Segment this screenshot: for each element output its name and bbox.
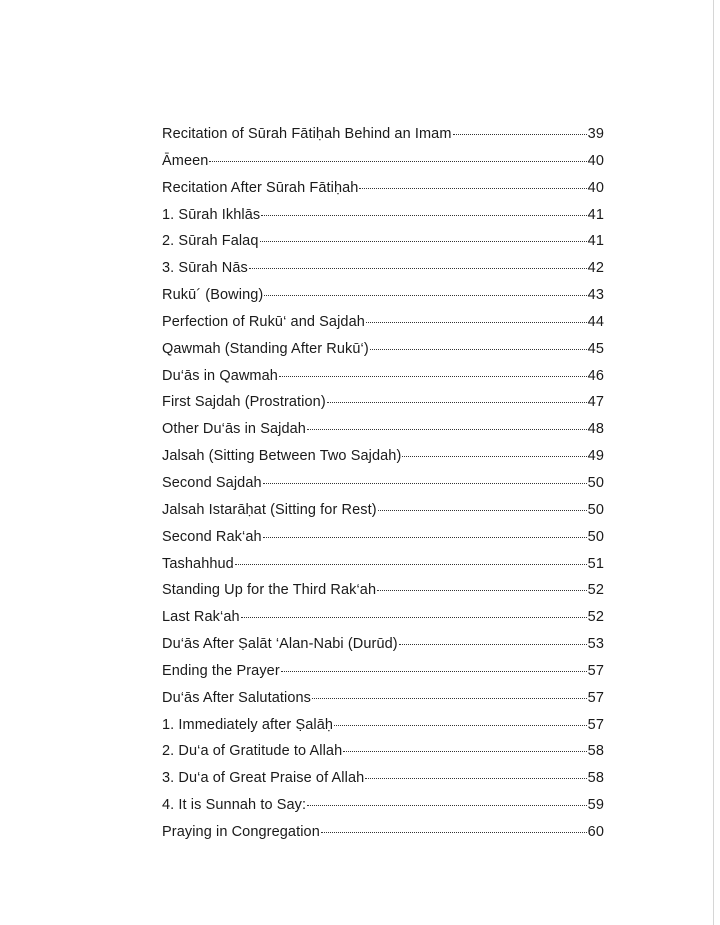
toc-entry-title: Du‘ās in Qawmah <box>162 367 278 384</box>
dot-leader <box>312 698 587 699</box>
toc-entry-title: Tashahhud <box>162 555 234 572</box>
toc-entry-page-number: 50 <box>587 528 604 545</box>
toc-entry <box>162 207 604 234</box>
dot-leader <box>377 590 587 591</box>
toc-entry <box>162 287 604 314</box>
toc-entry <box>162 421 604 448</box>
toc-entry-title: 2. Sūrah Falaq <box>162 233 259 250</box>
toc-entry-title: Ending the Prayer <box>162 662 280 679</box>
toc-entry <box>162 502 604 529</box>
toc-entry-page-number: 52 <box>587 582 604 599</box>
dot-leader <box>343 751 586 752</box>
toc-entry <box>162 368 604 395</box>
toc-entry-title: Second Sajdah <box>162 474 262 491</box>
toc-entry-title: Āmeen <box>162 152 209 169</box>
toc-entry-title: Second Rak‘ah <box>162 528 262 545</box>
toc-entry-title: Jalsah (Sitting Between Two Sajdah) <box>162 448 402 465</box>
dot-leader <box>365 778 586 779</box>
toc-entry-page-number: 44 <box>587 313 604 330</box>
dot-leader <box>261 215 586 216</box>
toc-entry-page-number: 53 <box>587 636 604 653</box>
toc-entry-page-number: 39 <box>587 126 604 142</box>
toc-entry-title: 3. Du‘a of Great Praise of Allah <box>162 770 365 787</box>
toc-entry-title: Perfection of Rukū‘ and Sajdah <box>162 313 365 330</box>
dot-leader <box>281 671 587 672</box>
dot-leader <box>399 644 587 645</box>
toc-entry <box>162 394 604 421</box>
toc-entry-page-number: 50 <box>587 501 604 518</box>
dot-leader <box>321 832 587 833</box>
toc-entry-title: Qawmah (Standing After Rukū‘) <box>162 340 369 357</box>
toc-entry-title: Recitation of Sūrah Fātiḥah Behind an Imam <box>162 126 452 142</box>
toc-entry-title: 4. It is Sunnah to Say: <box>162 797 307 814</box>
toc-entry-page-number: 40 <box>587 179 604 196</box>
toc-entry <box>162 233 604 260</box>
toc-entry-page-number: 59 <box>587 797 604 814</box>
toc-entry-title: 1. Sūrah Ikhlās <box>162 206 261 223</box>
toc-entry-title: Other Du‘ās in Sajdah <box>162 421 306 438</box>
dot-leader <box>263 483 587 484</box>
dot-leader <box>249 268 587 269</box>
dot-leader <box>279 376 587 377</box>
dot-leader <box>260 241 587 242</box>
toc-entry-page-number: 45 <box>587 340 604 357</box>
table-of-contents <box>162 126 604 851</box>
toc-entry <box>162 529 604 556</box>
toc-entry-page-number: 57 <box>587 716 604 733</box>
dot-leader <box>263 537 587 538</box>
toc-entry-page-number: 58 <box>587 743 604 760</box>
toc-entry-title: Jalsah Istarāḥat (Sitting for Rest) <box>162 501 377 518</box>
dot-leader <box>359 188 586 189</box>
toc-entry-title: Praying in Congregation <box>162 823 320 840</box>
toc-entry-title: Du‘ās After Salutations <box>162 689 311 706</box>
toc-entry-page-number: 49 <box>587 448 604 465</box>
dot-leader <box>307 805 586 806</box>
toc-entry <box>162 260 604 287</box>
toc-entry-page-number: 57 <box>587 689 604 706</box>
dot-leader <box>378 510 587 511</box>
toc-entry-title: Rukū´ (Bowing) <box>162 287 264 304</box>
dot-leader <box>307 429 587 430</box>
toc-entry <box>162 582 604 609</box>
toc-entry <box>162 743 604 770</box>
dot-leader <box>264 295 586 296</box>
toc-entry <box>162 153 604 180</box>
toc-entry-title: 3. Sūrah Nās <box>162 260 248 277</box>
toc-entry <box>162 824 604 851</box>
dot-leader <box>370 349 587 350</box>
dot-leader <box>366 322 587 323</box>
toc-entry <box>162 341 604 368</box>
toc-entry <box>162 180 604 207</box>
toc-entry-page-number: 40 <box>587 152 604 169</box>
dot-leader <box>235 564 587 565</box>
toc-entry-page-number: 50 <box>587 474 604 491</box>
toc-entry <box>162 770 604 797</box>
toc-entry-title: 1. Immediately after Ṣalāḥ <box>162 716 334 733</box>
toc-entry <box>162 690 604 717</box>
toc-entry-page-number: 52 <box>587 609 604 626</box>
toc-entry <box>162 609 604 636</box>
dot-leader <box>209 161 586 162</box>
toc-entry <box>162 797 604 824</box>
toc-entry <box>162 126 604 153</box>
toc-entry-page-number: 48 <box>587 421 604 438</box>
toc-entry-title: Last Rak‘ah <box>162 609 240 626</box>
dot-leader <box>402 456 586 457</box>
dot-leader <box>241 617 587 618</box>
toc-entry-page-number: 43 <box>587 287 604 304</box>
toc-entry <box>162 663 604 690</box>
toc-entry <box>162 556 604 583</box>
toc-entry-page-number: 51 <box>587 555 604 572</box>
toc-entry-title: Du‘ās After Ṣalāt ‘Alan-Nabi (Durūd) <box>162 636 398 653</box>
toc-entry-page-number: 58 <box>587 770 604 787</box>
dot-leader <box>453 134 587 135</box>
dot-leader <box>334 725 587 726</box>
toc-entry-title: Standing Up for the Third Rak‘ah <box>162 582 377 599</box>
toc-entry-title: First Sajdah (Prostration) <box>162 394 326 411</box>
toc-entry-page-number: 47 <box>587 394 604 411</box>
toc-entry-page-number: 41 <box>587 206 604 223</box>
toc-entry-page-number: 42 <box>587 260 604 277</box>
dot-leader <box>327 402 587 403</box>
toc-entry <box>162 717 604 744</box>
toc-entry-page-number: 60 <box>587 823 604 840</box>
toc-entry <box>162 636 604 663</box>
toc-entry <box>162 448 604 475</box>
toc-entry-page-number: 46 <box>587 367 604 384</box>
toc-entry-title: Recitation After Sūrah Fātiḥah <box>162 179 359 196</box>
toc-entry-page-number: 57 <box>587 662 604 679</box>
toc-entry <box>162 314 604 341</box>
toc-entry <box>162 475 604 502</box>
toc-entry-page-number: 41 <box>587 233 604 250</box>
toc-entry-title: 2. Du‘a of Gratitude to Allah <box>162 743 343 760</box>
